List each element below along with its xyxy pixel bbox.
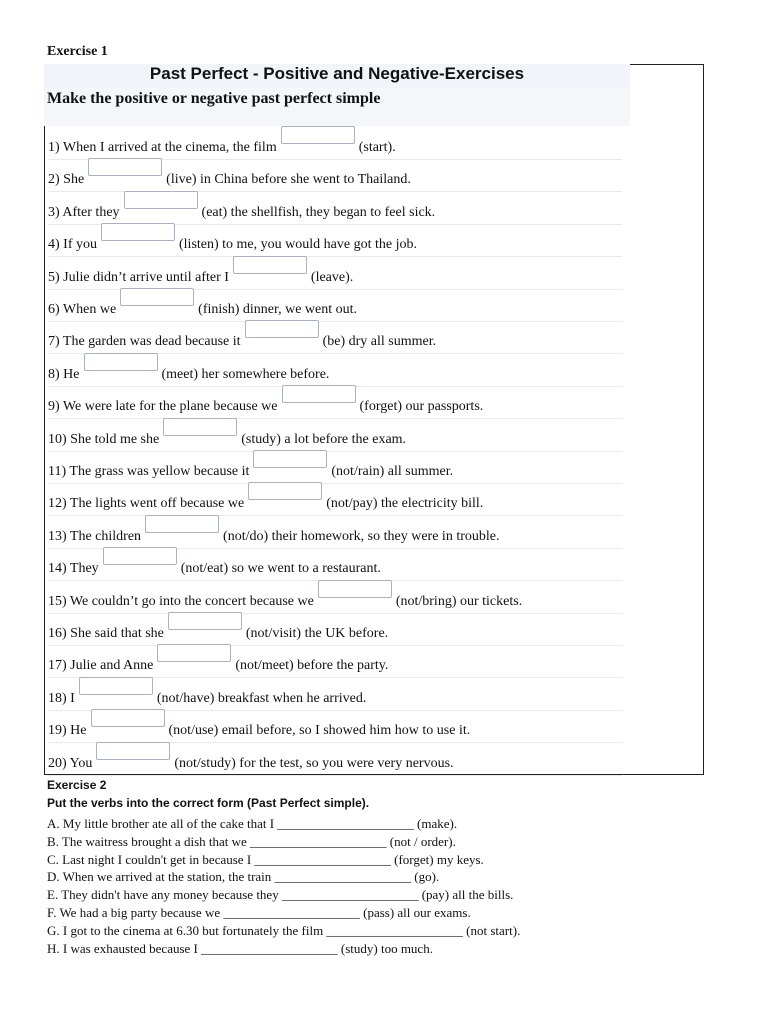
question-text-after: (not/meet) before the party. — [235, 658, 389, 673]
question-text-after: (listen) to me, you would have got the job. — [179, 237, 417, 252]
question-text-after: (not/rain) all summer. — [331, 464, 454, 479]
question-text-before: 7) The garden was dead because it — [48, 334, 241, 349]
question-text-before: 18) I — [48, 691, 75, 706]
answer-input[interactable] — [281, 126, 355, 144]
exercise-1-instruction: Make the positive or negative past perfect simple — [47, 90, 381, 107]
exercise-2-instruction: Put the verbs into the correct form (Past Perfect simple). — [47, 796, 370, 810]
question-text-before: 14) They — [48, 561, 99, 576]
answer-input[interactable] — [168, 612, 242, 630]
answer-input[interactable] — [96, 742, 170, 760]
fill-in-sentence: E. They didn't have any money because they _____________________ (pay) all the bills. — [47, 887, 514, 902]
question-text-before: 6) When we — [48, 302, 117, 317]
question-text-after: (not/visit) the UK before. — [245, 626, 389, 641]
answer-input[interactable] — [91, 709, 165, 727]
question-text-after: (not/pay) the electricity bill. — [326, 496, 484, 511]
fill-in-sentence: G. I got to the cinema at 6.30 but fortunately the film _____________________ (not start). — [47, 923, 521, 938]
question-text-before: 1) When I arrived at the cinema, the film — [48, 140, 277, 155]
question-row — [48, 137, 622, 160]
answer-input[interactable] — [233, 256, 307, 274]
question-text-after: (not/eat) so we went to a restaurant. — [180, 561, 381, 576]
answer-input[interactable] — [253, 450, 327, 468]
worksheet-title: Past Perfect - Positive and Negative-Exercises — [149, 64, 525, 83]
question-text-before: 9) We were late for the plane because we — [48, 399, 278, 414]
question-text-after: (be) dry all summer. — [322, 334, 437, 349]
answer-input[interactable] — [101, 223, 175, 241]
question-text-after: (forget) our passports. — [359, 399, 484, 414]
question-text-after: (not/have) breakfast when he arrived. — [156, 691, 367, 706]
fill-in-sentence: F. We had a big party because we _____________________ (pass) all our exams. — [47, 905, 471, 920]
question-text-after: (eat) the shellfish, they began to feel sick. — [201, 205, 436, 220]
question-text-before: 3) After they — [48, 205, 120, 220]
question-row — [48, 493, 622, 516]
exercise-1-label: Exercise 1 — [47, 44, 108, 59]
question-row — [48, 331, 622, 354]
question-row — [48, 234, 622, 257]
answer-input[interactable] — [245, 320, 319, 338]
question-text-before: 15) We couldn’t go into the concert because we — [48, 594, 314, 609]
fill-in-sentence: D. When we arrived at the station, the train _____________________ (go). — [47, 869, 440, 884]
question-row — [48, 267, 622, 290]
question-text-after: (study) a lot before the exam. — [241, 432, 407, 447]
answer-input[interactable] — [120, 288, 194, 306]
question-row — [48, 461, 622, 484]
question-row — [48, 299, 622, 322]
fill-in-sentence: A. My little brother ate all of the cake that I _____________________ (make). — [47, 816, 458, 831]
fill-in-sentence: C. Last night I couldn't get in because I _____________________ (forget) my keys. — [47, 852, 484, 867]
answer-input[interactable] — [103, 547, 177, 565]
question-text-before: 4) If you — [48, 237, 97, 252]
question-text-after: (finish) dinner, we went out. — [198, 302, 358, 317]
question-text-before: 19) He — [48, 723, 87, 738]
question-text-after: (start). — [358, 140, 396, 155]
question-row — [48, 396, 622, 419]
question-text-before: 8) He — [48, 367, 80, 382]
fill-in-sentence: H. I was exhausted because I _____________________ (study) too much. — [47, 941, 433, 956]
question-text-before: 2) She — [48, 172, 85, 187]
question-text-after: (meet) her somewhere before. — [161, 367, 330, 382]
answer-input[interactable] — [84, 353, 158, 371]
question-text-before: 17) Julie and Anne — [48, 658, 154, 673]
question-row — [48, 558, 622, 581]
answer-input[interactable] — [145, 515, 219, 533]
exercise-2-label: Exercise 2 — [47, 778, 107, 792]
fill-in-sentence: B. The waitress brought a dish that we _____________________ (not / order). — [47, 834, 456, 849]
answer-input[interactable] — [282, 385, 356, 403]
question-row — [48, 720, 622, 743]
question-text-before: 11) The grass was yellow because it — [48, 464, 250, 479]
question-text-before: 13) The children — [48, 529, 142, 544]
question-text-after: (not/bring) our tickets. — [395, 594, 523, 609]
answer-input[interactable] — [163, 418, 237, 436]
question-text-before: 12) The lights went off because we — [48, 496, 245, 511]
question-text-after: (not/study) for the test, so you were very nervous. — [174, 756, 454, 771]
answer-input[interactable] — [248, 482, 322, 500]
question-text-before: 10) She told me she — [48, 432, 160, 447]
question-row — [48, 753, 622, 776]
question-text-after: (not/do) their homework, so they were in trouble. — [223, 529, 500, 544]
question-text-before: 20) You — [48, 756, 93, 771]
question-text-after: (not/use) email before, so I showed him how to use it. — [168, 723, 471, 738]
question-row — [48, 526, 622, 549]
question-row — [48, 623, 622, 646]
question-row — [48, 688, 622, 711]
question-row — [48, 169, 622, 192]
question-text-after: (leave). — [310, 270, 354, 285]
question-row — [48, 202, 622, 225]
question-row — [48, 364, 622, 387]
answer-input[interactable] — [318, 580, 392, 598]
answer-input[interactable] — [124, 191, 198, 209]
question-row — [48, 655, 622, 678]
answer-input[interactable] — [157, 644, 231, 662]
answer-input[interactable] — [79, 677, 153, 695]
question-row — [48, 591, 622, 614]
question-text-after: (live) in China before she went to Thailand. — [166, 172, 411, 187]
question-text-before: 16) She said that she — [48, 626, 164, 641]
question-row — [48, 429, 622, 452]
question-text-before: 5) Julie didn’t arrive until after I — [48, 270, 229, 285]
answer-input[interactable] — [88, 158, 162, 176]
